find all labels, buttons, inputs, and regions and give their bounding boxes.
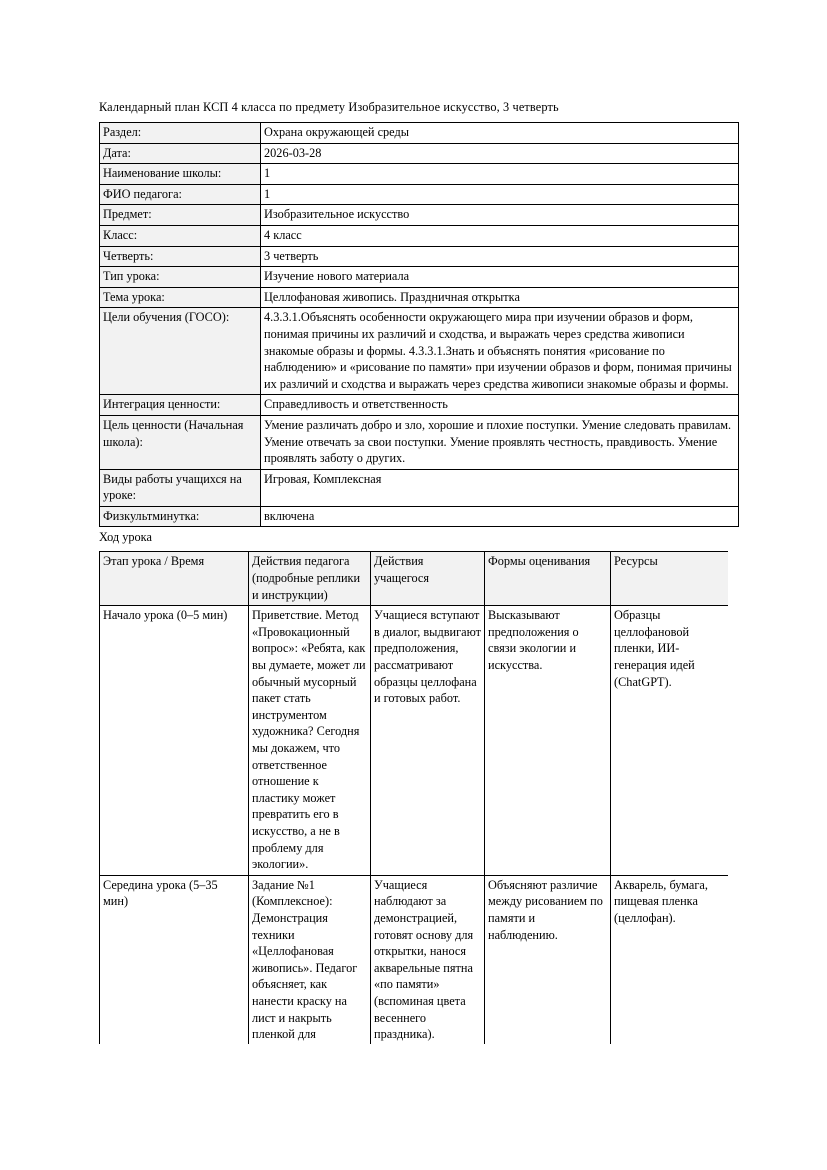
cell-assessment: Объясняют различие между рисованием по памяти и наблюдению. [485,875,611,1044]
info-label: ФИО педагога: [100,184,261,205]
info-label: Тема урока: [100,287,261,308]
info-value: Справедливость и ответственность [261,395,739,416]
info-label: Класс: [100,225,261,246]
info-value: Игровая, Комплексная [261,469,739,506]
lesson-flow-clip [99,551,728,1044]
table-row [100,395,739,416]
info-value: 1 [261,184,739,205]
info-value: 2026-03-28 [261,143,739,164]
table-row [100,225,739,246]
table-row [100,506,739,527]
info-value: 4 класс [261,225,739,246]
info-label: Наименование школы: [100,164,261,185]
info-label: Дата: [100,143,261,164]
table-row [100,875,729,1044]
info-value: Изучение нового материала [261,267,739,288]
column-header-resources: Ресурсы [611,552,729,606]
lesson-flow-head [100,552,729,606]
info-value: 1 [261,164,739,185]
cell-student-actions: Учащиеся наблюдают за демонстрацией, готовят основу для открытки, нанося акварельные пятна «по памяти» (вспоминая цвета весеннего праздника). [371,875,485,1044]
table-row [100,469,739,506]
section-label-lesson-flow: Ход урока [99,530,152,545]
info-label: Цель ценности (Начальная школа): [100,415,261,469]
info-label: Физкультминутка: [100,506,261,527]
info-value: Охрана окружающей среды [261,123,739,144]
table-row [100,143,739,164]
column-header-teacher-actions: Действия педагога (подробные реплики и инструкции) [249,552,371,606]
table-row [100,205,739,226]
column-header-student-actions: Действия учащегося [371,552,485,606]
lesson-info-body [100,123,739,527]
cell-resources: Образцы целлофановой пленки, ИИ-генерация идей (ChatGPT). [611,606,729,876]
info-value: Умение различать добро и зло, хорошие и плохие поступки. Умение следовать правилам. Умение отвечать за свои поступки. Умение проявлять честность, правдивость. Умение проявлять заботу о других. [261,415,739,469]
cell-student-actions: Учащиеся вступают в диалог, выдвигают предположения, рассматривают образцы целлофана и готовых работ. [371,606,485,876]
table-row [100,246,739,267]
table-row [100,184,739,205]
info-value: Изобразительное искусство [261,205,739,226]
page-title: Календарный план КСП 4 класса по предмету Изобразительное искусство, 3 четверть [99,100,559,114]
lesson-flow-body [100,606,729,1045]
info-value: Целлофановая живопись. Праздничная открытка [261,287,739,308]
page-content [99,99,732,1044]
column-header-stage: Этап урока / Время [100,552,249,606]
info-value: включена [261,506,739,527]
table-row [100,287,739,308]
lesson-info-table [99,122,739,527]
cell-teacher-actions: Приветствие. Метод «Провокационный вопрос»: «Ребята, как вы думаете, может ли обычный мусорный пакет стать инструментом художника? Сегодня мы докажем, что ответственное отношение к пластику может превратить его в искусство, а не в проблему для экологии». [249,606,371,876]
table-row [100,267,739,288]
info-label: Тип урока: [100,267,261,288]
cell-resources: Акварель, бумага, пищевая пленка (целлофан). [611,875,729,1044]
info-label: Интеграция ценности: [100,395,261,416]
table-header-row [100,552,729,606]
cell-stage: Начало урока (0–5 мин) [100,606,249,876]
info-label: Раздел: [100,123,261,144]
info-value: 3 четверть [261,246,739,267]
cell-assessment: Высказывают предположения о связи экологии и искусства. [485,606,611,876]
table-row [100,415,739,469]
info-label: Предмет: [100,205,261,226]
table-row [100,123,739,144]
info-label: Цели обучения (ГОСО): [100,308,261,395]
table-row [100,606,729,876]
lesson-flow-table [99,551,728,1044]
table-row [100,164,739,185]
info-value: 4.3.3.1.Объяснять особенности окружающего мира при изучении образов и форм, понимая причины их различий и сходства, и выражать через средства живописи знакомые образы и формы. 4.3.3.1.Знать и объяснять понятия «рисование по наблюдению» и «рисование по памяти» при изучении образов и форм, понимая причины их различий и сходства и выражать через средства живописи знакомые образы и формы. [261,308,739,395]
cell-stage: Середина урока (5–35 мин) [100,875,249,1044]
table-row [100,308,739,395]
cell-teacher-actions: Задание №1 (Комплексное): Демонстрация техники «Целлофановая живопись». Педагог объясняет, как нанести краску на лист и накрыть пленкой для [249,875,371,1044]
column-header-assessment: Формы оценивания [485,552,611,606]
info-label: Виды работы учащихся на уроке: [100,469,261,506]
info-label: Четверть: [100,246,261,267]
